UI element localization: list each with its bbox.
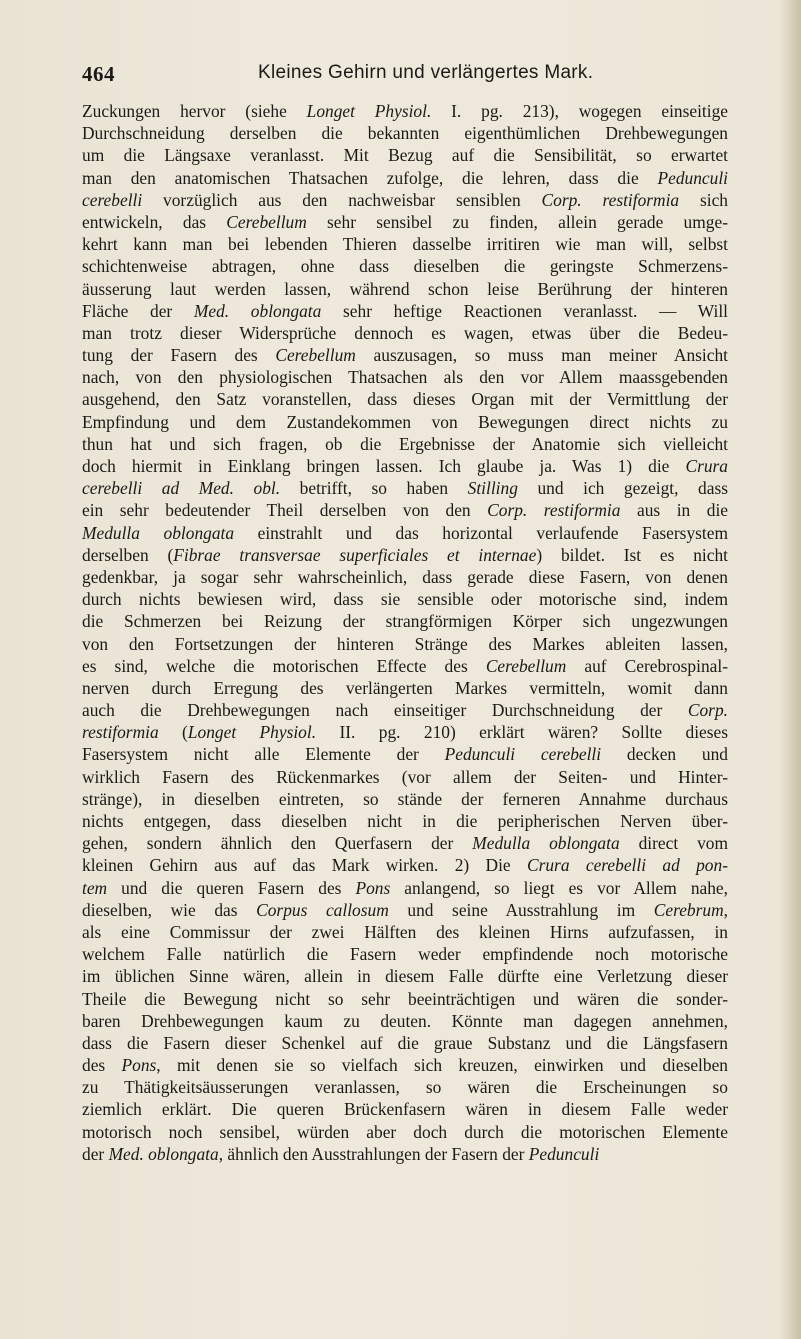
text-line: um die Längsaxe veranlasst. Mit Bezug auf die Sensibilität, so erwartet [82,145,728,166]
text-line: Empfindung und dem Zustandekommen von Bewegungen direct nichts zu [82,411,728,432]
text-line: tem und die queren Fasern des Pons anlangend, so liegt es vor Allem nahe, [82,877,728,898]
text-line: thun hat und sich fragen, ob die Ergebnisse der Anatomie sich vielleicht [82,433,728,454]
text-line: derselben (Fibrae transversae superficiales et internae) bildet. Ist es nicht [82,544,728,565]
page-number: 464 [82,62,115,86]
text-line: ausgehend, den Satz voranstellen, dass dieses Organ mit der Vermittlung der [82,389,728,410]
text-line: nerven durch Erregung des verlängerten Markes vermitteln, womit dann [82,677,728,698]
text-line: Zuckungen hervor (siehe Longet Physiol. I. pg. 213), wogegen einseitige [82,101,728,121]
text-line: äusserung laut werden lassen, während schon leise Berührung der hinteren [82,278,728,299]
text-line: Fasersystem nicht alle Elemente der Pedunculi cerebelli decken und [82,744,728,765]
text-line: gedenkbar, ja sogar sehr wahrscheinlich, dass gerade diese Fasern, von denen [82,566,728,587]
text-line: man trotz dieser Widersprüche dennoch es wagen, etwas über die Bedeu- [82,322,728,343]
text-line: cerebelli vorzüglich aus den nachweisbar sensiblen Corp. restiformia sich [82,189,728,210]
text-line: ziemlich erklärt. Die queren Brückenfasern wären in diesem Falle weder [82,1099,728,1120]
text-line: als eine Commissur der zwei Hälften des kleinen Hirns aufzufassen, in [82,921,728,942]
text-line: welchem Falle natürlich die Fasern weder empfindende noch motorische [82,944,728,965]
text-line: zu Thätigkeitsäusserungen veranlassen, so wären die Erscheinungen so [82,1077,728,1098]
text-line: stränge), in dieselben eintreten, so stände der ferneren Annahme durchaus [82,788,728,809]
text-line: Fläche der Med. oblongata sehr heftige Reactionen veranlasst. — Will [82,300,728,321]
text-line: im üblichen Sinne wären, allein in diesem Falle dürfte eine Verletzung dieser [82,966,728,987]
text-line: motorisch noch sensibel, würden aber doch durch die motorischen Elemente [82,1121,728,1142]
text-line: cerebelli ad Med. obl. betrifft, so haben Stilling und ich gezeigt, dass [82,478,728,499]
text-line: wirklich Fasern des Rückenmarkes (vor allem der Seiten- und Hinter- [82,766,728,787]
text-line: nach, von den physiologischen Thatsachen als den vor Allem maassgebenden [82,367,728,388]
text-line: Medulla oblongata einstrahlt und das horizontal verlaufende Fasersystem [82,522,728,543]
text-line: entwickeln, das Cerebellum sehr sensibel zu finden, allein gerade umge- [82,211,728,232]
text-line: kleinen Gehirn aus auf das Mark wirken. 2) Die Crura cerebelli ad pon- [82,855,728,876]
text-line: dieselben, wie das Corpus callosum und seine Ausstrahlung im Cerebrum, [82,899,728,920]
text-line: Durchschneidung derselben die bekannten eigenthümlichen Drehbewegungen [82,123,728,144]
text-line: dass die Fasern dieser Schenkel auf die graue Substanz und die Längsfasern [82,1032,728,1053]
text-line: es sind, welche die motorischen Effecte des Cerebellum auf Cerebrospinal- [82,655,728,676]
text-line: restiformia (Longet Physiol. II. pg. 210) erklärt wären? Sollte dieses [82,722,728,743]
page-edge-shadow [779,0,801,1339]
text-line: nichts entgegen, dass dieselben nicht in die peripherischen Nerven über- [82,811,728,831]
body-text [82,100,728,1165]
text-line: gehen, sondern ähnlich den Querfasern der Medulla oblongata direct vom [82,833,728,854]
text-line: Theile die Bewegung nicht so sehr beeinträchtigen und wären die sonder- [82,988,728,1009]
text-line: baren Drehbewegungen kaum zu deuten. Könnte man dagegen annehmen, [82,1010,728,1031]
running-title: Kleines Gehirn und verlängertes Mark. [258,62,594,83]
text-line: von den Fortsetzungen der hinteren Stränge des Markes ableiten lassen, [82,633,728,654]
text-line: durch nichts bewiesen wird, dass sie sensible oder motorische sind, indem [82,589,728,610]
text-line: schichtenweise abtragen, ohne dass dieselben die geringste Schmerzens- [82,256,728,277]
text-line: des Pons, mit denen sie so vielfach sich kreuzen, einwirken und dieselben [82,1055,728,1076]
text-line: doch hiermit in Einklang bringen lassen. Ich glaube ja. Was 1) die Crura [82,456,728,476]
text-line: ein sehr bedeutender Theil derselben von den Corp. restiformia aus in die [82,500,728,521]
text-line: kehrt kann man bei lebenden Thieren dasselbe irritiren wie man will, selbst [82,234,728,255]
text-line: der Med. oblongata, ähnlich den Ausstrahlungen der Fasern der Pedunculi [82,1143,600,1164]
text-line: die Schmerzen bei Reizung der strangförmigen Körper sich ungezwungen [82,611,728,632]
text-line: auch die Drehbewegungen nach einseitiger Durchschneidung der Corp. [82,700,728,721]
page-header [82,62,722,98]
text-line: man den anatomischen Thatsachen zufolge, die lehren, dass die Pedunculi [82,167,728,188]
text-line: tung der Fasern des Cerebellum auszusagen, so muss man meiner Ansicht [82,345,728,366]
